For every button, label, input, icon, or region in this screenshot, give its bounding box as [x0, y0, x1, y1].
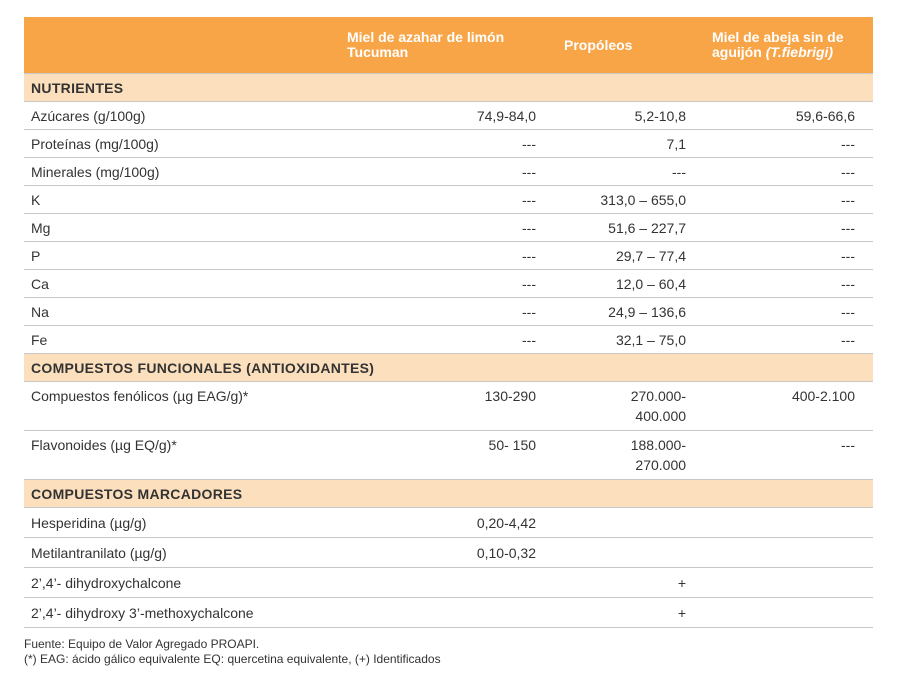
row-label: Fe: [24, 326, 361, 354]
table-row: [24, 130, 873, 158]
cell-propoleos: 188.000- 270.000: [540, 431, 690, 480]
header-miel-limon: Miel de azahar de limón Tucuman: [24, 17, 540, 74]
cell-propoleos: 270.000- 400.000: [540, 382, 690, 431]
cell-propoleos: ---: [540, 158, 690, 186]
cell-sin-aguijon: ---: [690, 270, 873, 298]
abbreviation-note: (*) EAG: ácido gálico equivalente EQ: quercetina equivalente, (+) Identificados: [24, 652, 441, 666]
cell-sin-aguijon: ---: [690, 186, 873, 214]
table-row: [24, 298, 873, 326]
row-label: K: [24, 186, 361, 214]
row-label: Flavonoides (µg EQ/g)*: [24, 431, 361, 480]
table-row: [24, 242, 873, 270]
cell-miel: ---: [361, 298, 540, 326]
cell-propoleos: 5,2-10,8: [540, 102, 690, 130]
table-row: [24, 538, 873, 568]
cell-propoleos: [540, 508, 690, 538]
cell-propoleos: 7,1: [540, 130, 690, 158]
row-label: Minerales (mg/100g): [24, 158, 361, 186]
row-label: Mg: [24, 214, 361, 242]
cell-sin-aguijon: ---: [690, 214, 873, 242]
cell-sin-aguijon: [690, 538, 873, 568]
section-nutrientes: [24, 74, 873, 102]
table-row: [24, 102, 873, 130]
cell-miel: ---: [361, 130, 540, 158]
cell-sin-aguijon: 59,6-66,6: [690, 102, 873, 130]
row-label: 2’,4’- dihydroxy 3’-methoxychalcone: [24, 598, 361, 628]
table-row: [24, 326, 873, 354]
table-row: [24, 598, 873, 628]
section-title: COMPUESTOS MARCADORES: [24, 480, 873, 508]
cell-miel: 130-290: [361, 382, 540, 431]
header-miel-sin-aguijon-label: Miel de abeja sin de aguijón: [712, 29, 844, 60]
row-label: Proteínas (mg/100g): [24, 130, 361, 158]
row-label: P: [24, 242, 361, 270]
cell-miel: 0,20-4,42: [361, 508, 540, 538]
table-row: [24, 382, 873, 431]
header-species: (T.fiebrigi): [765, 44, 834, 60]
row-label: Compuestos fenólicos (µg EAG/g)*: [24, 382, 361, 431]
cell-sin-aguijon: ---: [690, 431, 873, 480]
cell-miel: ---: [361, 214, 540, 242]
table-row: [24, 431, 873, 480]
source-note: Fuente: Equipo de Valor Agregado PROAPI.: [24, 637, 260, 651]
table-row: [24, 214, 873, 242]
cell-propoleos: +: [540, 568, 690, 598]
cell-propoleos: 29,7 – 77,4: [540, 242, 690, 270]
cell-miel: ---: [361, 158, 540, 186]
composition-table: [24, 17, 873, 628]
cell-miel: ---: [361, 270, 540, 298]
row-label: Hesperidina (µg/g): [24, 508, 361, 538]
cell-miel: ---: [361, 186, 540, 214]
table-row: [24, 508, 873, 538]
cell-sin-aguijon: ---: [690, 130, 873, 158]
cell-propoleos: 51,6 – 227,7: [540, 214, 690, 242]
cell-miel: 50- 150: [361, 431, 540, 480]
row-label: Metilantranilato (µg/g): [24, 538, 361, 568]
cell-miel: ---: [361, 326, 540, 354]
row-label: Azúcares (g/100g): [24, 102, 361, 130]
table-row: [24, 568, 873, 598]
cell-sin-aguijon: [690, 568, 873, 598]
cell-sin-aguijon: [690, 508, 873, 538]
table-row: [24, 158, 873, 186]
cell-sin-aguijon: ---: [690, 298, 873, 326]
row-label: Na: [24, 298, 361, 326]
cell-miel: ---: [361, 242, 540, 270]
cell-sin-aguijon: ---: [690, 158, 873, 186]
cell-sin-aguijon: ---: [690, 326, 873, 354]
cell-propoleos: 313,0 – 655,0: [540, 186, 690, 214]
section-funcionales: [24, 354, 873, 382]
cell-propoleos: +: [540, 598, 690, 628]
cell-sin-aguijon: [690, 598, 873, 628]
cell-miel: 74,9-84,0: [361, 102, 540, 130]
cell-sin-aguijon: ---: [690, 242, 873, 270]
cell-miel: [361, 598, 540, 628]
table-row: [24, 186, 873, 214]
cell-propoleos: 12,0 – 60,4: [540, 270, 690, 298]
cell-miel: [361, 568, 540, 598]
cell-propoleos: 32,1 – 75,0: [540, 326, 690, 354]
footnotes: [24, 637, 441, 667]
section-marcadores: [24, 480, 873, 508]
section-title: NUTRIENTES: [24, 74, 873, 102]
row-label: 2’,4’- dihydroxychalcone: [24, 568, 361, 598]
header-propoleos: Propóleos: [540, 17, 690, 74]
header-miel-sin-aguijon: [690, 17, 873, 74]
table-header-row: [24, 17, 873, 74]
cell-sin-aguijon: 400-2.100: [690, 382, 873, 431]
table-row: [24, 270, 873, 298]
row-label: Ca: [24, 270, 361, 298]
cell-propoleos: 24,9 – 136,6: [540, 298, 690, 326]
cell-miel: 0,10-0,32: [361, 538, 540, 568]
cell-propoleos: [540, 538, 690, 568]
section-title: COMPUESTOS FUNCIONALES (ANTIOXIDANTES): [24, 354, 873, 382]
